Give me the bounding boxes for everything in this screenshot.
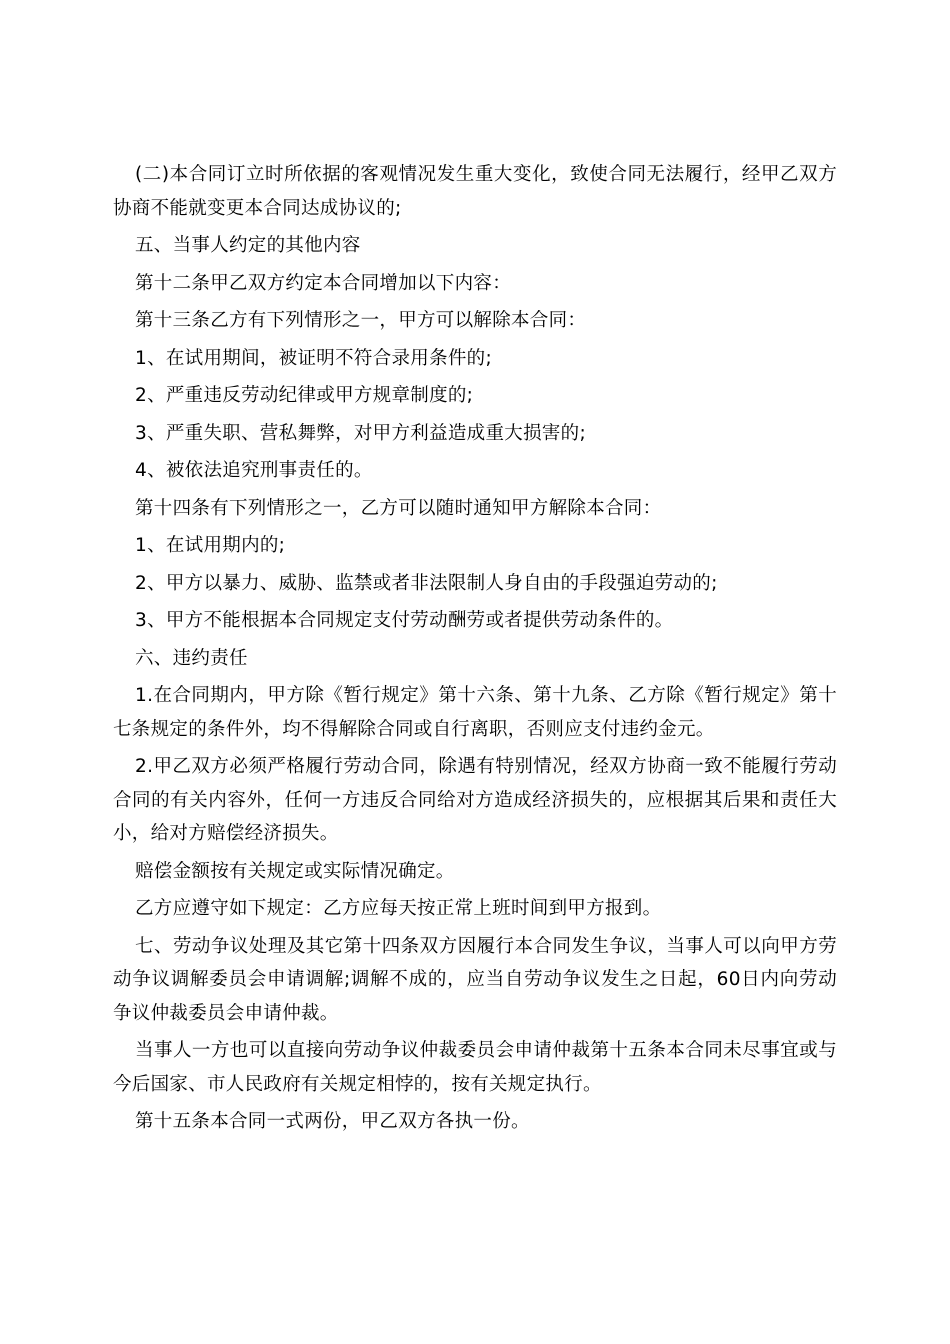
paragraph-liability-2: 2.甲乙双方必须严格履行劳动合同，除遇有特别情况，经双方协商一致不能履行劳动合同的有关内容外，任何一方违反合同给对方造成经济损失的，应根据其后果和责任大小，给对方赔偿经济损失。 (113, 756, 837, 844)
paragraph-article-15: 第十五条本合同一式两份，甲乙双方各执一份。 (135, 1111, 530, 1132)
paragraph-article-13: 第十三条乙方有下列情形之一，甲方可以解除本合同： (135, 310, 587, 331)
paragraph-dispute-handling: 七、劳动争议处理及其它第十四条双方因履行本合同发生争议，当事人可以向甲方劳动争议调解委员会申请调解;调解不成的，应当自劳动争议发生之日起，60日内向劳动争议仲裁委员会申请仲裁。 (113, 935, 837, 1024)
list-item-article-13-4: 4、被依法追究刑事责任的。 (135, 460, 373, 481)
paragraph-compensation: 赔偿金额按有关规定或实际情况确定。 (135, 860, 455, 882)
paragraph-liability-1: 1.在合同期内，甲方除《暂行规定》第十六条、第十九条、乙方除《暂行规定》第十七条规定的条件外，均不得解除合同或自行离职，否则应支付违约金元。 (113, 685, 837, 740)
paragraph-arbitration: 当事人一方也可以直接向劳动争议仲裁委员会申请仲裁第十五条本合同未尽事宜或与今后国家、市人民政府有关规定相悖的，按有关规定执行。 (113, 1040, 837, 1095)
section-heading-other-content: 五、当事人约定的其他内容 (135, 235, 361, 256)
list-item-article-13-1: 1、在试用期间，被证明不符合录用条件的; (135, 347, 493, 369)
document-body (113, 158, 837, 1143)
paragraph-article-12: 第十二条甲乙双方约定本合同增加以下内容： (135, 272, 512, 294)
list-item-article-13-3: 3、严重失职、营私舞弊，对甲方利益造成重大损害的; (135, 422, 587, 444)
paragraph-attendance-rule: 乙方应遵守如下规定：乙方应每天按正常上班时间到甲方报到。 (135, 898, 662, 919)
paragraph-clause-2: (二)本合同订立时所依据的客观情况发生重大变化，致使合同无法履行，经甲乙双方协商不能就变更本合同达成协议的; (113, 164, 837, 219)
list-item-article-14-1: 1、在试用期内的; (135, 535, 286, 556)
paragraph-article-14: 第十四条有下列情形之一，乙方可以随时通知甲方解除本合同： (135, 497, 662, 519)
list-item-article-14-3: 3、甲方不能根据本合同规定支付劳动酬劳或者提供劳动条件的。 (135, 610, 674, 631)
list-item-article-14-2: 2、甲方以暴力、威胁、监禁或者非法限制人身自由的手段强迫劳动的; (135, 572, 718, 594)
section-heading-liability: 六、违约责任 (135, 647, 248, 669)
list-item-article-13-2: 2、严重违反劳动纪律或甲方规章制度的; (135, 385, 474, 406)
